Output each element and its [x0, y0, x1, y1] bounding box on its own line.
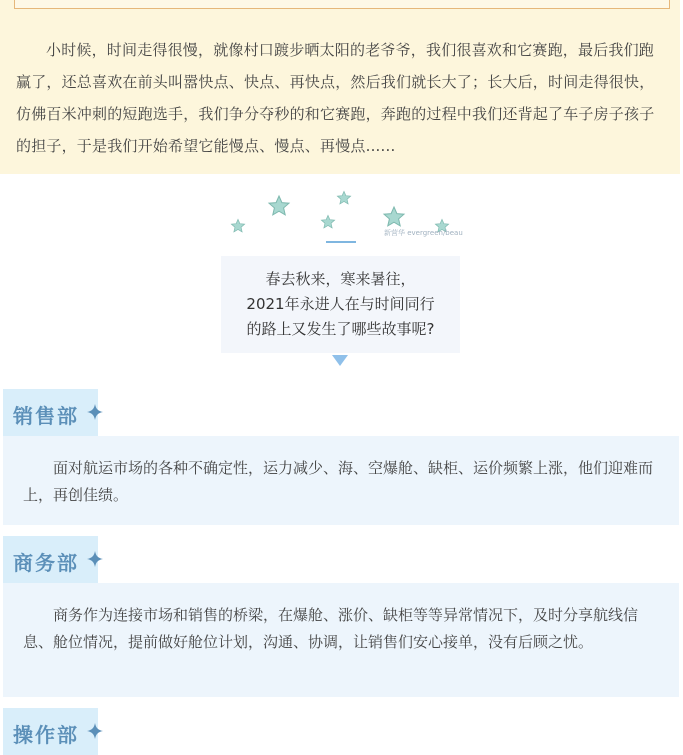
sparkle-icon — [87, 404, 103, 420]
quote-line-2: 2021年永进人在与时间同行 — [246, 295, 435, 313]
decor-underline — [326, 241, 356, 243]
section-tab-sales — [3, 389, 98, 436]
section-body-sales — [3, 436, 679, 525]
star-icon — [382, 205, 406, 229]
sparkle-icon — [87, 723, 103, 739]
section-tab-business — [3, 536, 98, 583]
intro-paragraph: 小时候，时间走得很慢，就像村口踱步晒太阳的老爷爷，我们很喜欢和它赛跑，最后我们跑赢了，还总喜欢在前头叫嚣快点、快点、再快点，然后我们就长大了；长大后，时间走得很快，仿佛百米冲刺的短跑选手，我们争分夺秒的和它赛跑，奔跑的过程中我们还背起了车子房子孩子的担子，于是我们开始希望它能慢点、慢点、再慢点...... — [16, 41, 655, 155]
sparkle-icon — [87, 551, 103, 567]
intro-panel — [0, 0, 680, 174]
section-title-operations: 操作部 — [13, 723, 79, 747]
star-icon — [320, 214, 336, 230]
star-icon — [267, 194, 291, 218]
star-icon — [230, 218, 246, 234]
star-icon — [336, 190, 352, 206]
intro-frame-border — [14, 0, 670, 9]
down-arrow-icon — [332, 355, 348, 366]
section-title-sales: 销售部 — [13, 404, 79, 428]
section-tab-operations — [3, 708, 98, 755]
section-title-business: 商务部 — [13, 551, 79, 575]
section-text-business: 商务作为连接市场和销售的桥梁，在爆舱、涨价、缺柜等等异常情况下，及时分享航线信息、舱位情况，提前做好舱位计划，沟通、协调，让销售们安心接单，没有后顾之忧。 — [23, 606, 639, 651]
stars-decoration — [222, 186, 463, 248]
watermark-text: 新营华 evergreen/beau — [384, 229, 463, 237]
quote-line-1: 春去秋来，寒来暑往， — [265, 270, 416, 288]
section-body-business — [3, 583, 679, 697]
section-text-sales: 面对航运市场的各种不确定性，运力减少、海、空爆舱、缺柜、运价频繁上涨，他们迎难而上，再创佳绩。 — [23, 459, 654, 504]
quote-line-3: 的路上又发生了哪些故事呢? — [246, 320, 435, 338]
quote-box — [221, 256, 460, 353]
